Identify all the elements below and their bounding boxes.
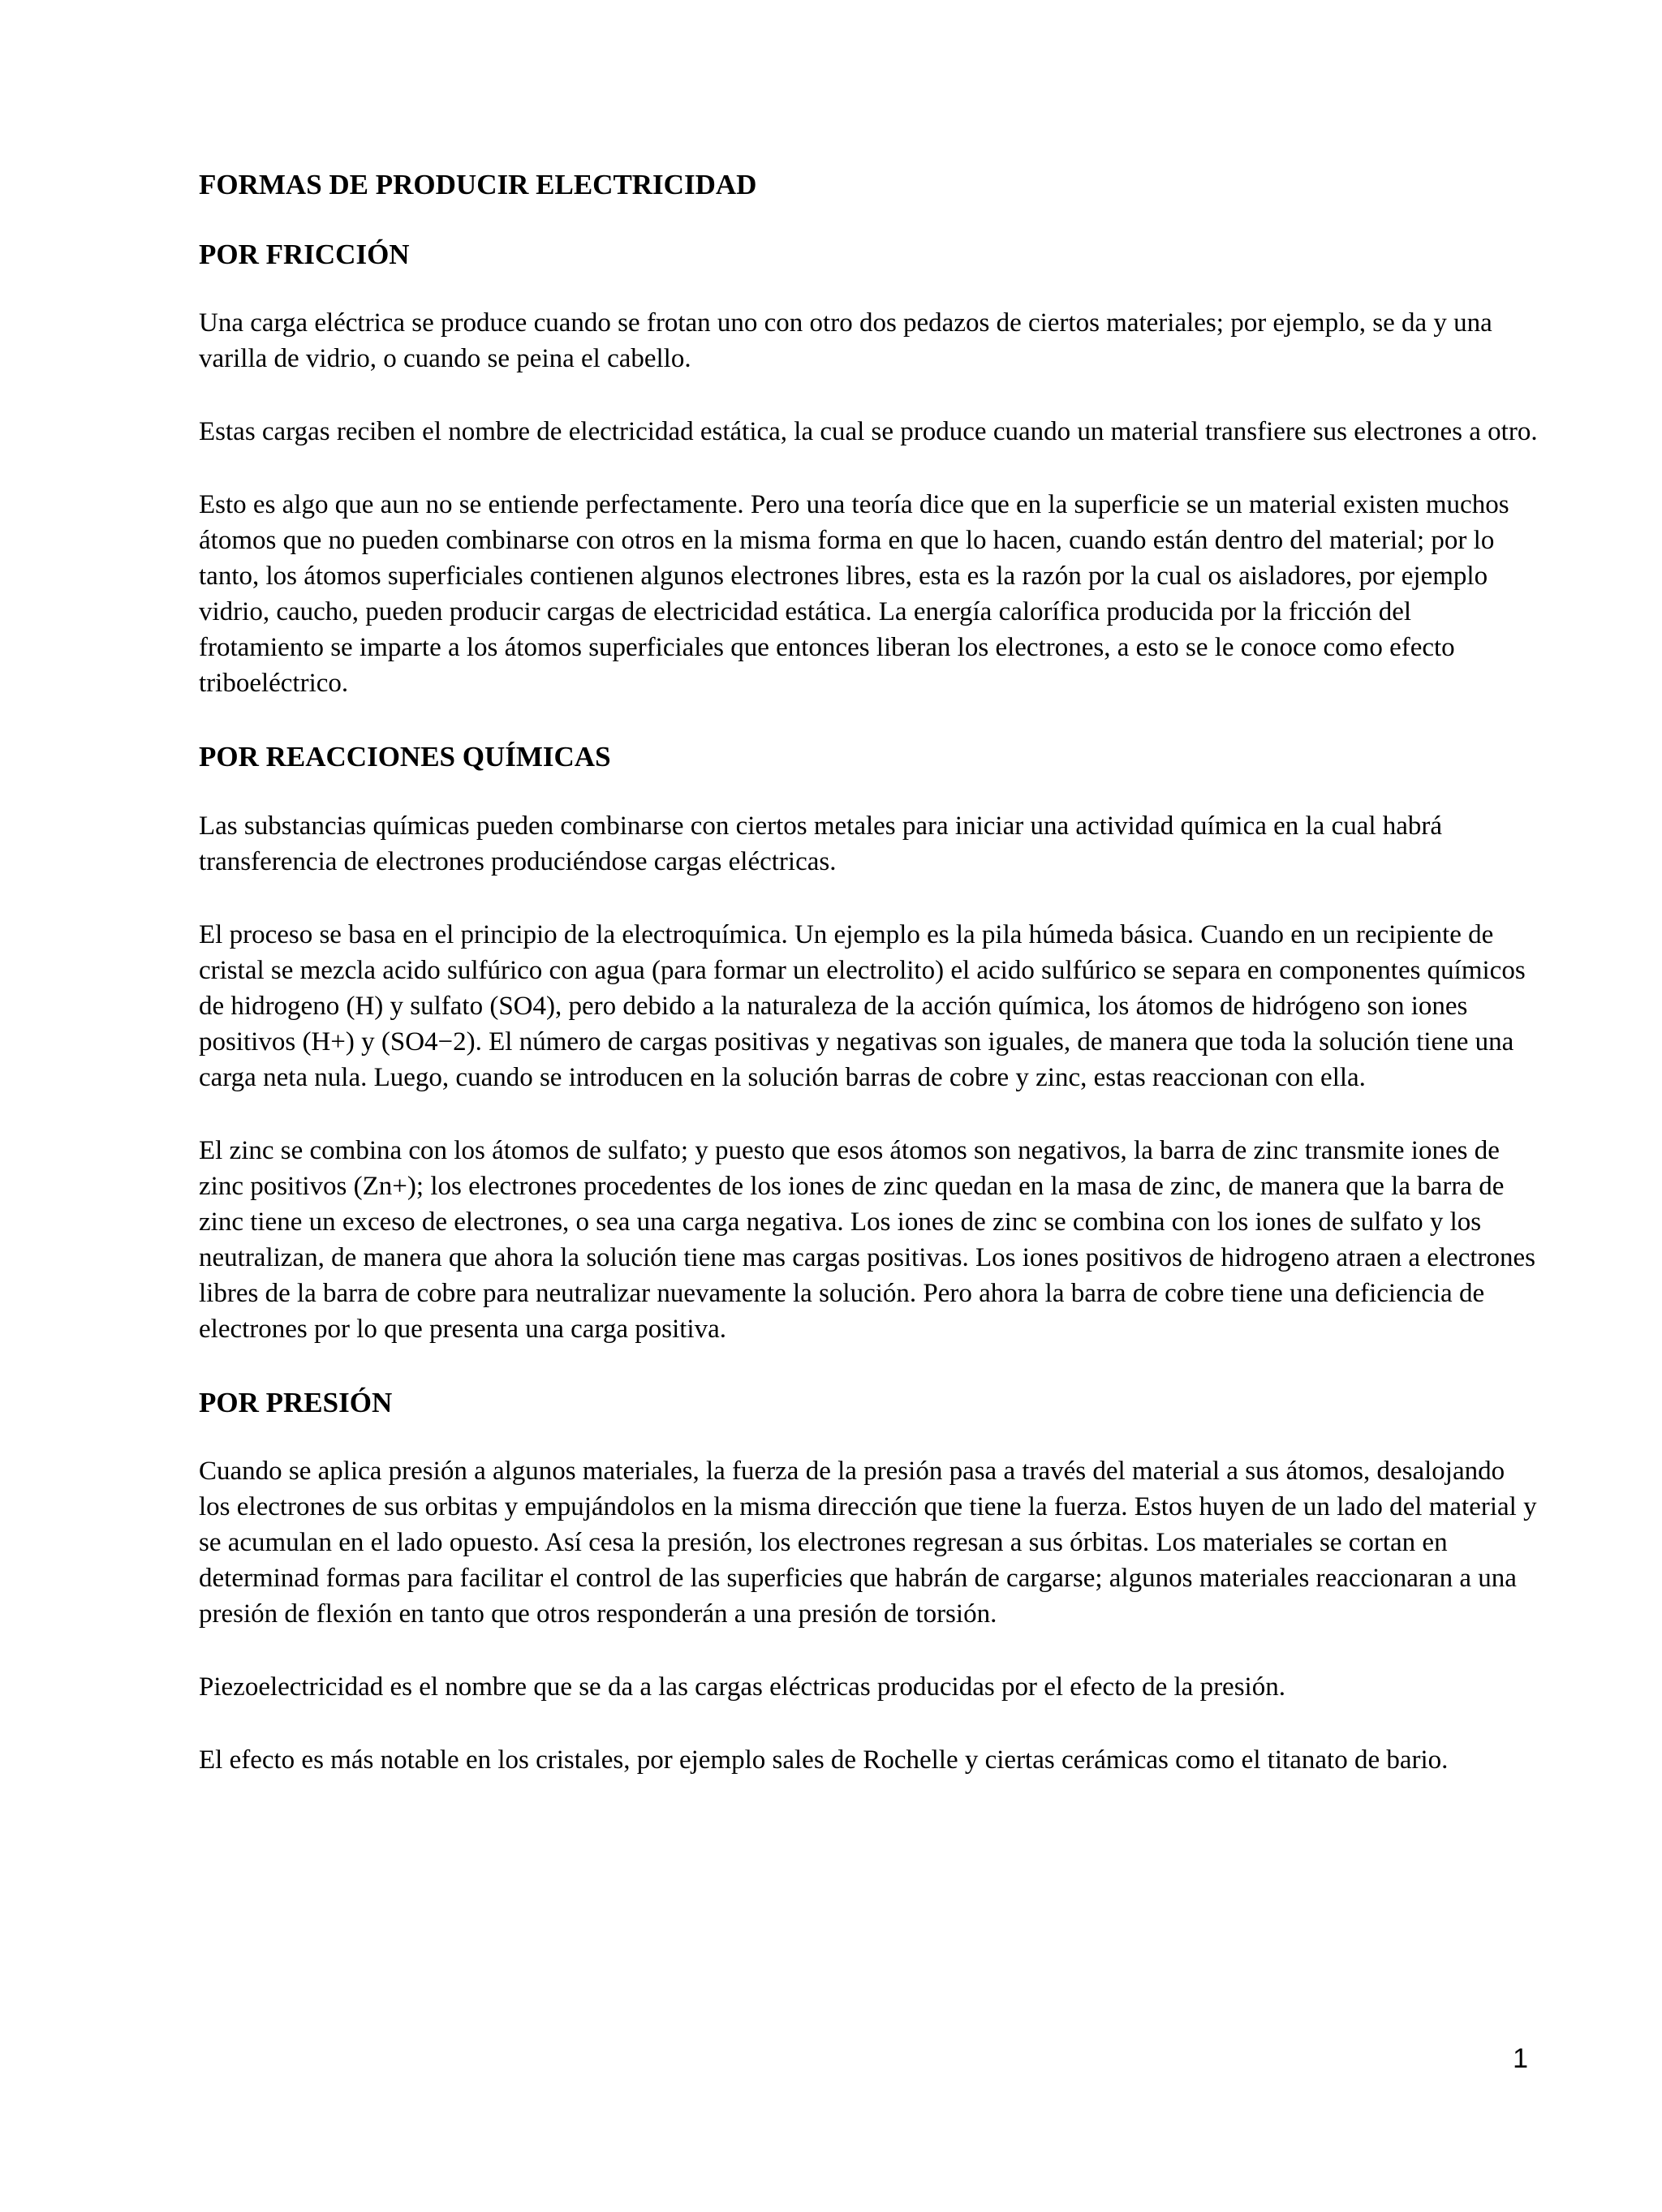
document-page: [199, 166, 1538, 1815]
paragraph: Piezoelectricidad es el nombre que se da a las cargas eléctricas producidas por el efecto de la presión.: [199, 1672, 1285, 1702]
page-number: 1: [1513, 2043, 1528, 2074]
document-title: FORMAS DE PRODUCIR ELECTRICIDAD: [199, 169, 757, 200]
paragraph: El zinc se combina con los átomos de sulfato; y puesto que esos átomos son negativos, la barra de zinc transmite iones de zinc positivos (Zn+); los electrones procedentes de los iones de zinc quedan en la masa de zinc, de manera que la barra de zinc tiene un exceso de electrones, o sea una carga negativa. Los iones de zinc se combina con los iones de sulfato y los neutralizan, de manera que ahora la solución tiene mas cargas positivas. Los iones positivos de hidrogeno atraen a electrones libres de la barra de cobre para neutralizar nuevamente la solución. Pero ahora la barra de cobre tiene una deficiencia de electrones por lo que presenta una carga positiva.: [199, 1135, 1536, 1344]
section-heading: POR FRICCIÓN: [199, 238, 410, 270]
section-heading: POR REACCIONES QUÍMICAS: [199, 741, 611, 772]
paragraph: El proceso se basa en el principio de la electroquímica. Un ejemplo es la pila húmeda básica. Cuando en un recipiente de cristal se mezcla acido sulfúrico con agua (para formar un electrolito) el acido sulfúrico se separa en componentes químicos de hidrogeno (H) y sulfato (SO4), pero debido a la naturaleza de la acción química, los átomos de hidrógeno son iones positivos (H+) y (SO4−2). El número de cargas positivas y negativas son iguales, de manera que toda la solución tiene una carga neta nula. Luego, cuando se introducen en la solución barras de cobre y zinc, estas reaccionan con ella.: [199, 919, 1526, 1092]
paragraph: Las substancias químicas pueden combinarse con ciertos metales para iniciar una actividad química en la cual habrá transferencia de electrones produciéndose cargas eléctricas.: [199, 811, 1443, 876]
paragraph: Una carga eléctrica se produce cuando se frotan uno con otro dos pedazos de ciertos materiales; por ejemplo, se da y una varilla de vidrio, o cuando se peina el cabello.: [199, 308, 1492, 373]
section-reacciones-quimicas: [199, 738, 1538, 1347]
section-friccion: [199, 236, 1538, 702]
paragraph: Cuando se aplica presión a algunos materiales, la fuerza de la presión pasa a través del material a sus átomos, desalojando los electrones de sus orbitas y empujándolos en la misma dirección que tiene la fuerza. Estos huyen de un lado del material y se acumulan en el lado opuesto. Así cesa la presión, los electrones regresan a sus órbitas. Los materiales se cortan en determinad formas para facilitar el control de las superficies que habrán de cargarse; algunos materiales reaccionaran a una presión de flexión en tanto que otros responderán a una presión de torsión.: [199, 1457, 1537, 1629]
paragraph: El efecto es más notable en los cristales, por ejemplo sales de Rochelle y ciertas cerámicas como el titanato de bario.: [199, 1745, 1449, 1775]
section-heading: POR PRESIÓN: [199, 1386, 393, 1418]
paragraph: Esto es algo que aun no se entiende perfectamente. Pero una teoría dice que en la superficie se un material existen muchos átomos que no pueden combinarse con otros en la misma forma en que lo hacen, cuando están dentro del material; por lo tanto, los átomos superficiales contienen algunos electrones libres, esta es la razón por la cual os aisladores, por ejemplo vidrio, caucho, pueden producir cargas de electricidad estática. La energía calorífica producida por la fricción del frotamiento se imparte a los átomos superficiales que entonces liberan los electrones, a esto se le conoce como efecto triboeléctrico.: [199, 490, 1509, 698]
section-presion: [199, 1384, 1538, 1779]
paragraph: Estas cargas reciben el nombre de electricidad estática, la cual se produce cuando un material transfiere sus electrones a otro.: [199, 417, 1538, 446]
